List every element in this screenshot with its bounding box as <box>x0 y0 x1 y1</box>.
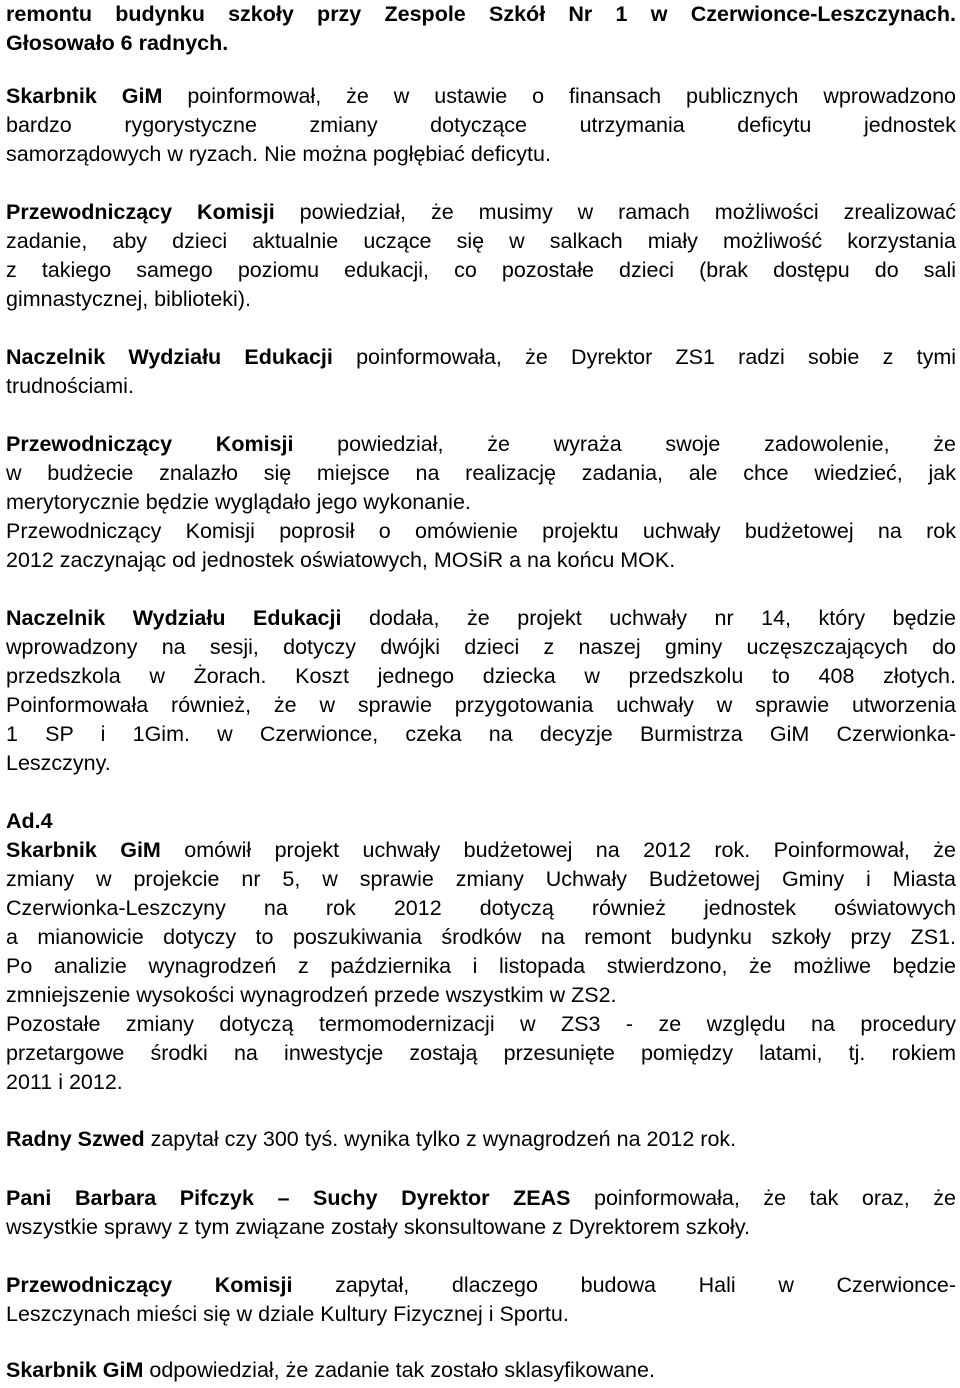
paragraph-director-zeas <box>6 1184 956 1242</box>
paragraph-vote <box>6 0 956 58</box>
speaker-name: Naczelnik Wydziału Edukacji <box>6 345 333 369</box>
text-line: merytorycznie będzie wyglądało jego wykonanie. <box>6 490 471 514</box>
paragraph-chairman-budget <box>6 430 956 575</box>
text-line: Przewodniczący Komisji zapytał, dlaczego budowa Hali w Czerwionce- <box>6 1273 956 1297</box>
speaker-name: Radny Szwed <box>6 1127 145 1151</box>
text-line: Skarbnik GiM odpowiedział, że zadanie tak zostało sklasyfikowane. <box>6 1358 655 1382</box>
text-line: remontu budynku szkoły przy Zespole Szkół Nr 1 w Czerwionce-Leszczynach. <box>6 2 956 26</box>
speaker-name: Przewodniczący Komisji <box>6 1273 293 1297</box>
text-line: Przewodniczący Komisji powiedział, że musimy w ramach możliwości zrealizować <box>6 200 956 224</box>
speaker-name: Naczelnik Wydziału Edukacji <box>6 606 342 630</box>
speaker-name: Przewodniczący Komisji <box>6 200 275 224</box>
text-line: gimnastycznej, biblioteki). <box>6 287 251 311</box>
speaker-name: Pani Barbara Pifczyk – Suchy Dyrektor ZEAS <box>6 1186 571 1210</box>
text-line: wprowadzony na sesji, dotyczy dwójki dzieci z naszej gminy uczęszczających do <box>6 635 956 659</box>
text-line: 1 SP i 1Gim. w Czerwionce, czeka na decyzje Burmistrza GiM Czerwionka- <box>6 722 956 746</box>
text-line: Skarbnik GiM omówił projekt uchwały budżetowej na 2012 rok. Poinformował, że <box>6 838 956 862</box>
text-line: Przewodniczący Komisji powiedział, że wyraża swoje zadowolenie, że <box>6 432 956 456</box>
section-heading-ad4 <box>6 807 956 836</box>
text-line: zmiany w projekcie nr 5, w sprawie zmiany Uchwały Budżetowej Gminy i Miasta <box>6 867 956 891</box>
paragraph-radny-szwed <box>6 1125 956 1154</box>
paragraph-head-education-zs1 <box>6 343 956 401</box>
text-line: 2012 zaczynając od jednostek oświatowych, MOSiR a na końcu MOK. <box>6 548 676 572</box>
text-line: Po analizie wynagrodzeń z października i listopada stwierdzono, że możliwe będzie <box>6 954 956 978</box>
text-line: trudnościami. <box>6 374 134 398</box>
paragraph-chairman-education <box>6 198 956 314</box>
text-line: Radny Szwed zapytał czy 300 tyś. wynika tylko z wynagrodzeń na 2012 rok. <box>6 1127 737 1151</box>
text-line: samorządowych w ryzach. Nie można pogłębiać deficytu. <box>6 142 551 166</box>
text-line: w budżecie znalazło się miejsce na realizację zadania, ale chce wiedzieć, jak <box>6 461 956 485</box>
text-line: 2011 i 2012. <box>6 1070 123 1094</box>
text-line: Leszczynach mieści się w dziale Kultury Fizycznej i Sportu. <box>6 1302 569 1326</box>
text-line: Leszczyny. <box>6 751 111 775</box>
text-line: a mianowicie dotyczy to poszukiwania środków na remont budynku szkoły przy ZS1. <box>6 925 956 949</box>
text-line: Czerwionka-Leszczyny na rok 2012 dotyczą również jednostek oświatowych <box>6 896 956 920</box>
speaker-name: Przewodniczący Komisji <box>6 432 294 456</box>
text-line: Naczelnik Wydziału Edukacji dodała, że projekt uchwały nr 14, który będzie <box>6 606 956 630</box>
text-line: zadanie, aby dzieci aktualnie uczące się w salkach miały możliwość korzystania <box>6 229 956 253</box>
text-line: przedszkola w Żorach. Koszt jednego dziecka w przedszkolu to 408 złotych. <box>6 664 956 688</box>
paragraph-skarbnik-deficit <box>6 82 956 169</box>
agenda-item-heading: Ad.4 <box>6 809 53 833</box>
text-line: wszystkie sprawy z tym związane zostały skonsultowane z Dyrektorem szkoły. <box>6 1215 750 1239</box>
paragraph-chairman-hall <box>6 1271 956 1329</box>
text-line: Przewodniczący Komisji poprosił o omówienie projektu uchwały budżetowej na rok <box>6 519 956 543</box>
paragraph-skarbnik-answer <box>6 1356 956 1385</box>
text-line: Głosowało 6 radnych. <box>6 31 229 55</box>
paragraph-head-education-project <box>6 604 956 778</box>
paragraph-skarbnik-budget <box>6 836 956 1097</box>
speaker-name: Skarbnik GiM <box>6 1358 144 1382</box>
speaker-name: Skarbnik GiM <box>6 84 163 108</box>
text-line: przetargowe środki na inwestycje zostają przesunięte pomiędzy latami, tj. rokiem <box>6 1041 956 1065</box>
text-line: Naczelnik Wydziału Edukacji poinformowała, że Dyrektor ZS1 radzi sobie z tymi <box>6 345 956 369</box>
text-line: Poinformowała również, że w sprawie przygotowania uchwały w sprawie utworzenia <box>6 693 956 717</box>
text-line: Skarbnik GiM poinformował, że w ustawie o finansach publicznych wprowadzono <box>6 84 956 108</box>
text-line: z takiego samego poziomu edukacji, co pozostałe dzieci (brak dostępu do sali <box>6 258 956 282</box>
speaker-name: Skarbnik GiM <box>6 838 161 862</box>
text-line: Pani Barbara Pifczyk – Suchy Dyrektor ZEAS poinformowała, że tak oraz, że <box>6 1186 956 1210</box>
text-line: Pozostałe zmiany dotyczą termomodernizacji w ZS3 - ze względu na procedury <box>6 1012 956 1036</box>
text-line: zmniejszenie wysokości wynagrodzeń przede wszystkim w ZS2. <box>6 983 617 1007</box>
text-line: bardzo rygorystyczne zmiany dotyczące utrzymania deficytu jednostek <box>6 113 956 137</box>
